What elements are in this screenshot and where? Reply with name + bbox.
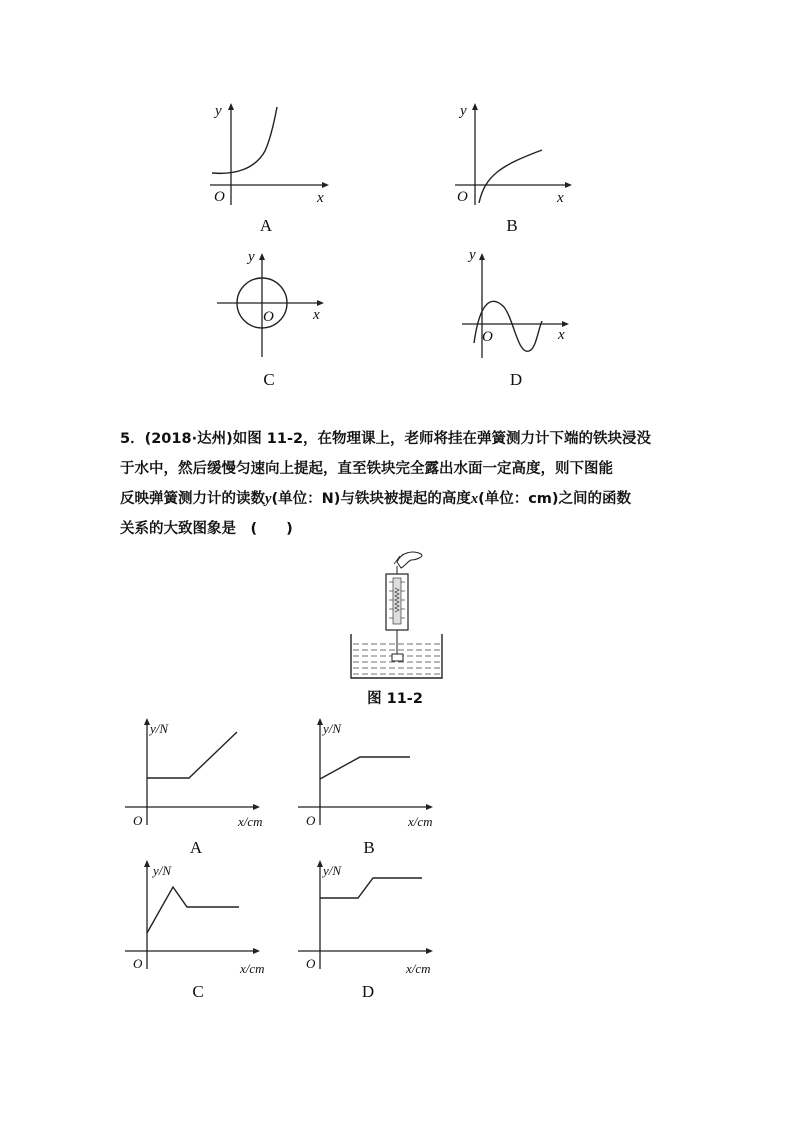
option-letter: D: [509, 370, 523, 389]
x-axis-label: x: [317, 190, 324, 206]
origin-label: O: [457, 189, 468, 205]
origin-label: O: [482, 329, 493, 345]
question-text-3c: (单位：cm)之间的函数: [478, 491, 632, 507]
bottom-graph-b: [293, 713, 453, 861]
option-letter: B: [506, 216, 518, 235]
variable-x: x: [470, 491, 479, 507]
question-5: [120, 424, 682, 544]
question-line-4: [120, 514, 682, 544]
question-line-2: 于水中，然后缓慢匀速向上提起，直至铁块完全露出水面一定高度，则下图能: [120, 461, 613, 477]
y-axis-label: y/N: [150, 721, 169, 736]
iron-block: [392, 654, 403, 661]
option-letter: C: [263, 370, 275, 389]
graph-line: [147, 732, 237, 778]
top-graph-c: [205, 245, 345, 390]
y-axis-label: y/N: [323, 863, 342, 878]
graph-line: [147, 887, 239, 933]
exponential-curve: [212, 107, 277, 173]
question-text-3b: (单位：N)与铁块被提起的高度: [271, 491, 471, 507]
option-letter: C: [192, 982, 204, 1001]
origin-label: O: [263, 309, 274, 325]
answer-blank: ( ): [250, 521, 293, 537]
graph-line: [320, 757, 410, 779]
y-axis-label: y: [248, 249, 255, 265]
x-axis-label: x: [313, 307, 320, 323]
y-axis-label: y: [215, 103, 222, 119]
origin-label: O: [133, 956, 143, 971]
hand-illustration: [397, 552, 422, 568]
top-graph-d: [452, 245, 592, 390]
option-letter: A: [189, 838, 203, 857]
x-axis-label: x/cm: [406, 961, 431, 976]
question-text-1: 如图 11-2，在物理课上，老师将挂在弹簧测力计下端的铁块浸没: [232, 431, 652, 447]
origin-label: O: [214, 189, 225, 205]
top-graph-b: [447, 95, 587, 240]
x-axis-label: x/cm: [408, 814, 433, 829]
question-number: 5．: [120, 431, 145, 447]
bottom-graph-d: [293, 855, 453, 1003]
option-letter: A: [259, 216, 273, 235]
spring-scale-figure: [345, 548, 445, 684]
question-text-4: 关系的大致图象是: [120, 521, 236, 537]
x-axis-label: x/cm: [238, 814, 263, 829]
question-text-3a: 反映弹簧测力计的读数: [120, 491, 265, 507]
option-letter: B: [363, 838, 375, 857]
bottom-graph-c: [120, 855, 280, 1003]
figure-caption: 图 11-2: [367, 691, 423, 707]
option-letter: D: [361, 982, 375, 1001]
origin-label: O: [133, 813, 143, 828]
x-axis-label: x/cm: [240, 961, 265, 976]
y-axis-label: y/N: [153, 863, 172, 878]
y-axis-label: y: [460, 103, 467, 119]
y-axis-label: y/N: [323, 721, 342, 736]
variable-y: y: [265, 491, 272, 507]
graph-line: [320, 878, 422, 898]
x-axis-label: x: [558, 327, 565, 343]
logarithmic-curve: [479, 150, 542, 203]
origin-label: O: [306, 956, 316, 971]
question-line-3: [120, 484, 682, 514]
question-line-1: [120, 424, 682, 454]
bottom-graph-a: [120, 713, 280, 861]
origin-label: O: [306, 813, 316, 828]
question-source: (2018·达州): [144, 431, 233, 447]
x-axis-label: x: [557, 190, 564, 206]
top-graph-a: [200, 95, 340, 240]
y-axis-label: y: [469, 247, 476, 263]
